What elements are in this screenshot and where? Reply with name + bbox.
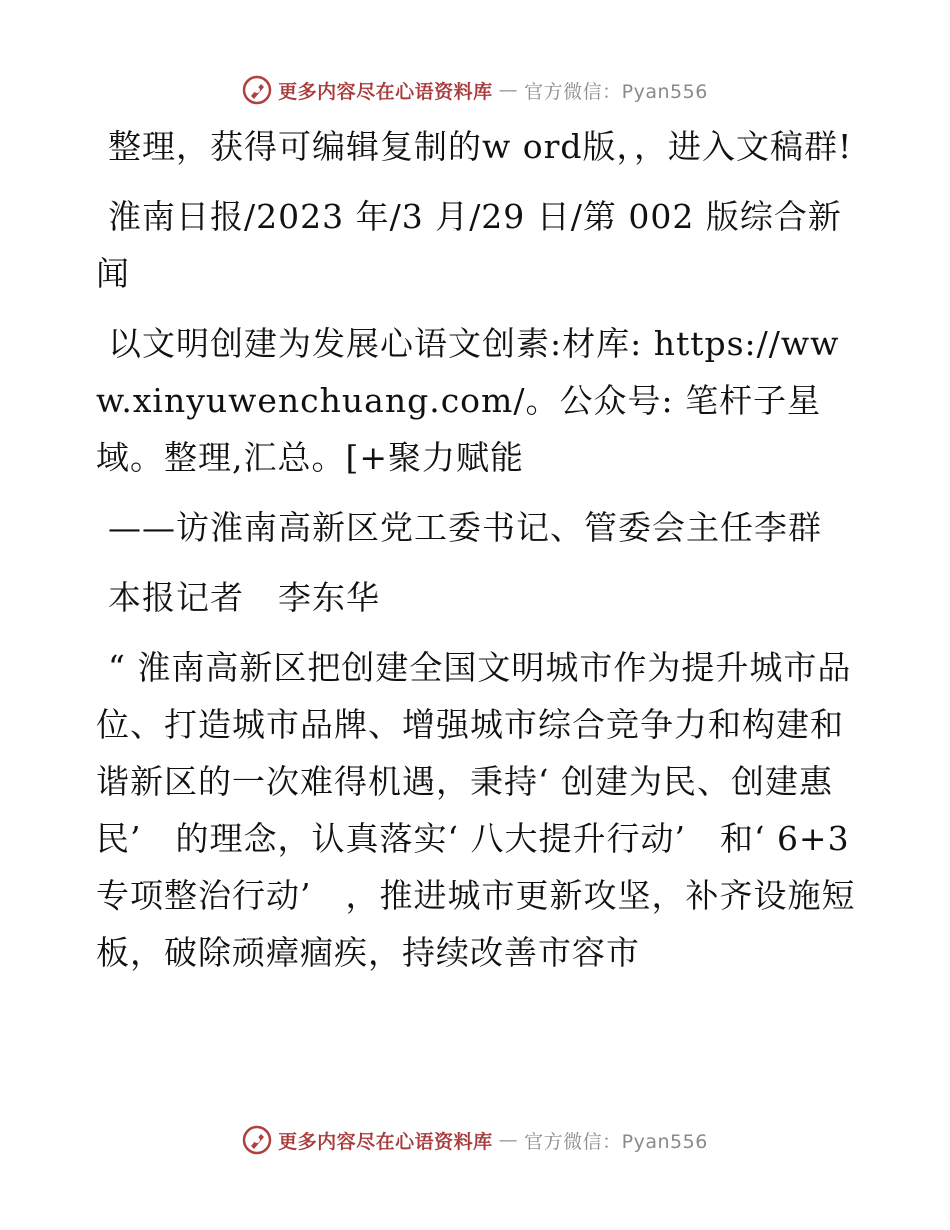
source-line: 淮南日报/2023 年/3 月/29 日/第 002 版综合新闻	[96, 197, 842, 293]
footer-watermark	[0, 1122, 950, 1158]
watermark-separator: —	[498, 1129, 519, 1151]
intro-paragraph: 整理，获得可编辑复制的w ord版，，进入文稿群!	[108, 127, 853, 166]
watermark-separator: —	[498, 79, 519, 101]
body-paragraph: “ 淮南高新区把创建全国文明城市作为提升城市品位、打造城市品牌、增强城市综合竞争力和构建和谐新区的一次难得机遇，秉持‘ 创建为民、创建惠民’ 的理念，认真落实‘ 八大提升行动’ 和‘ 6+3 专项整治行动’ ，推进城市更新攻坚，补齐设施短板，破除顽瘴痼疾，持续改善市容市	[96, 648, 856, 972]
byline: 本报记者 李东华	[108, 578, 380, 617]
pen-circle-logo-icon	[242, 1125, 272, 1155]
subheadline: ——访淮南高新区党工委书记、管委会主任李群	[108, 508, 822, 547]
watermark-contact: 官方微信：Pyan556	[524, 80, 708, 103]
headline: 以文明创建为发展心语文创素:材库: https://www.xinyuwenchuang.com/。公众号: 笔杆子星域。整理,汇总。[+聚力赋能	[96, 324, 840, 477]
watermark-contact: 官方微信：Pyan556	[524, 1130, 708, 1153]
watermark-brand: 更多内容尽在心语资料库	[278, 80, 493, 103]
article-body	[96, 118, 856, 994]
header-watermark	[0, 72, 950, 108]
pen-circle-logo-icon	[242, 75, 272, 105]
watermark-brand: 更多内容尽在心语资料库	[278, 1130, 493, 1153]
